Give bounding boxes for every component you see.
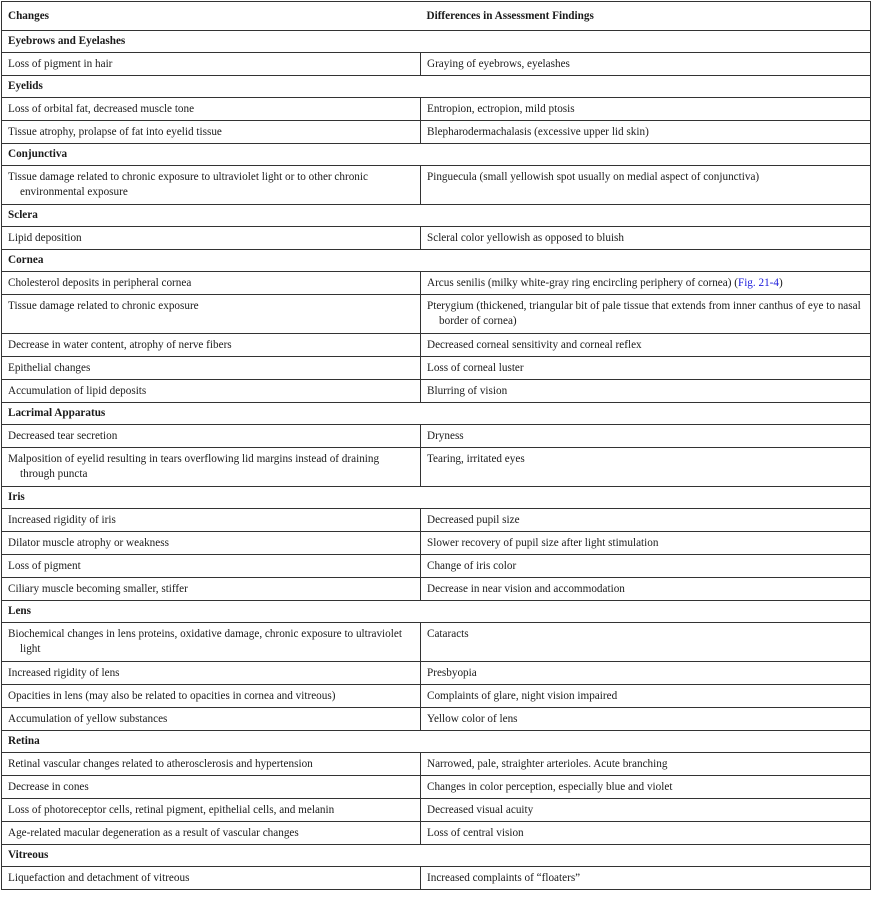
- change-text: Loss of orbital fat, decreased muscle tone: [8, 103, 195, 115]
- change-cell: [2, 776, 421, 799]
- finding-text: [427, 338, 864, 353]
- change-text: Ciliary muscle becoming smaller, stiffer: [8, 583, 188, 595]
- change-cell: [2, 357, 421, 380]
- change-text: Accumulation of yellow substances: [8, 713, 168, 725]
- change-cell: [2, 753, 421, 776]
- section-row: [2, 76, 871, 98]
- change-text: Retinal vascular changes related to atherosclerosis and hypertension: [8, 758, 313, 770]
- finding-cell: [421, 822, 871, 845]
- change-cell: [2, 272, 421, 295]
- finding-cell: [421, 753, 871, 776]
- finding-cell: [421, 555, 871, 578]
- finding-text-main: Dryness: [427, 430, 464, 442]
- table-row: [2, 357, 871, 380]
- finding-text: [427, 102, 864, 117]
- table-row: [2, 623, 871, 662]
- change-text: Accumulation of lipid deposits: [8, 385, 147, 397]
- finding-text-main: Pinguecula (small yellowish spot usually on medial aspect of conjunctiva): [427, 171, 760, 183]
- change-text: Tissue damage related to chronic exposure to ultraviolet light or to other chronic environmental exposure: [8, 171, 368, 198]
- finding-text: [427, 666, 864, 681]
- change-text: Loss of pigment in hair: [8, 58, 113, 70]
- change-cell: [2, 334, 421, 357]
- finding-cell: [421, 98, 871, 121]
- finding-text-main: Pterygium (thickened, triangular bit of pale tissue that extends from inner canthus of eye to nasal border of cornea): [427, 300, 861, 327]
- table-body: [2, 31, 871, 890]
- finding-text-main: Decreased pupil size: [427, 514, 520, 526]
- finding-text-main: Presbyopia: [427, 667, 477, 679]
- change-cell: [2, 295, 421, 334]
- change-cell: [2, 227, 421, 250]
- table-row: [2, 799, 871, 822]
- finding-cell: [421, 121, 871, 144]
- finding-text: [427, 170, 864, 185]
- change-cell: [2, 799, 421, 822]
- finding-cell: [421, 623, 871, 662]
- finding-text-main: Scleral color yellowish as opposed to bluish: [427, 232, 624, 244]
- table-row: [2, 532, 871, 555]
- section-row: [2, 31, 871, 53]
- finding-cell: [421, 708, 871, 731]
- change-text: Decreased tear secretion: [8, 430, 118, 442]
- change-cell: [2, 532, 421, 555]
- change-cell: [2, 509, 421, 532]
- finding-text-main: Increased complaints of “floaters”: [427, 872, 581, 884]
- table-row: [2, 295, 871, 334]
- finding-cell: [421, 799, 871, 822]
- change-text: Increased rigidity of lens: [8, 667, 120, 679]
- finding-cell: [421, 448, 871, 487]
- finding-text: [427, 712, 864, 727]
- table-row: [2, 867, 871, 890]
- finding-cell: [421, 295, 871, 334]
- table-row: [2, 166, 871, 205]
- finding-text: [427, 803, 864, 818]
- change-text: Epithelial changes: [8, 362, 91, 374]
- table-row: [2, 425, 871, 448]
- table-row: [2, 272, 871, 295]
- section-title: Iris: [2, 487, 871, 509]
- finding-text: [427, 231, 864, 246]
- change-text: Tissue atrophy, prolapse of fat into eyelid tissue: [8, 126, 222, 138]
- table-row: [2, 380, 871, 403]
- change-cell: [2, 53, 421, 76]
- change-cell: [2, 380, 421, 403]
- table-row: [2, 53, 871, 76]
- change-text: Age-related macular degeneration as a result of vascular changes: [8, 827, 299, 839]
- table-row: [2, 334, 871, 357]
- finding-text-main: Decreased visual acuity: [427, 804, 534, 816]
- finding-cell: [421, 334, 871, 357]
- table-row: [2, 685, 871, 708]
- change-cell: [2, 867, 421, 890]
- finding-text-main: Decreased corneal sensitivity and corneal reflex: [427, 339, 642, 351]
- section-row: [2, 845, 871, 867]
- table-row: [2, 822, 871, 845]
- finding-text: [427, 826, 864, 841]
- section-row: [2, 403, 871, 425]
- section-row: [2, 487, 871, 509]
- finding-cell: [421, 532, 871, 555]
- change-cell: [2, 448, 421, 487]
- change-text: Decrease in water content, atrophy of nerve fibers: [8, 339, 232, 351]
- table-row: [2, 708, 871, 731]
- finding-text: [427, 871, 864, 886]
- table-row: [2, 227, 871, 250]
- table-row: [2, 448, 871, 487]
- section-title: Vitreous: [2, 845, 871, 867]
- finding-text-main: Slower recovery of pupil size after light stimulation: [427, 537, 659, 549]
- section-row: [2, 731, 871, 753]
- finding-text-main: Narrowed, pale, straighter arterioles. Acute branching: [427, 758, 668, 770]
- section-title: Sclera: [2, 205, 871, 227]
- finding-text-suffix: ): [779, 277, 783, 289]
- header-row: [2, 2, 871, 31]
- change-cell: [2, 822, 421, 845]
- finding-text-main: Complaints of glare, night vision impaired: [427, 690, 618, 702]
- table-row: [2, 776, 871, 799]
- finding-text: [427, 513, 864, 528]
- change-cell: [2, 685, 421, 708]
- section-title: Lens: [2, 601, 871, 623]
- column-header-findings: Differences in Assessment Findings: [421, 2, 871, 31]
- table-row: [2, 509, 871, 532]
- section-title: Eyebrows and Eyelashes: [2, 31, 871, 53]
- finding-text-main: Blepharodermachalasis (excessive upper lid skin): [427, 126, 649, 138]
- finding-text: [427, 559, 864, 574]
- finding-cell: [421, 380, 871, 403]
- section-row: [2, 601, 871, 623]
- table-row: [2, 578, 871, 601]
- table-row: [2, 555, 871, 578]
- change-cell: [2, 555, 421, 578]
- finding-cell: [421, 578, 871, 601]
- change-cell: [2, 623, 421, 662]
- finding-cell: [421, 166, 871, 205]
- finding-text-main: Decrease in near vision and accommodation: [427, 583, 625, 595]
- change-cell: [2, 425, 421, 448]
- finding-cell: [421, 662, 871, 685]
- finding-text: [427, 125, 864, 140]
- finding-cell: [421, 53, 871, 76]
- change-cell: [2, 98, 421, 121]
- change-text: Loss of pigment: [8, 560, 81, 572]
- finding-cell: [421, 425, 871, 448]
- finding-text-main: Changes in color perception, especially blue and violet: [427, 781, 673, 793]
- section-row: [2, 250, 871, 272]
- finding-text: [427, 757, 864, 772]
- finding-text-main: Blurring of vision: [427, 385, 508, 397]
- figure-reference-link[interactable]: Fig. 21-4: [737, 277, 779, 289]
- table-row: [2, 753, 871, 776]
- change-cell: [2, 708, 421, 731]
- finding-text: [427, 689, 864, 704]
- finding-text-main: Graying of eyebrows, eyelashes: [427, 58, 570, 70]
- finding-text: [427, 429, 864, 444]
- finding-text: [427, 627, 864, 642]
- finding-text-main: Loss of central vision: [427, 827, 524, 839]
- section-title: Conjunctiva: [2, 144, 871, 166]
- finding-text: [427, 384, 864, 399]
- change-text: Opacities in lens (may also be related to opacities in cornea and vitreous): [8, 690, 336, 702]
- finding-text: [427, 57, 864, 72]
- change-text: Dilator muscle atrophy or weakness: [8, 537, 169, 549]
- table-row: [2, 121, 871, 144]
- change-text: Decrease in cones: [8, 781, 89, 793]
- change-text: Loss of photoreceptor cells, retinal pigment, epithelial cells, and melanin: [8, 804, 335, 816]
- age-related-eye-changes-table: [1, 1, 871, 890]
- change-cell: [2, 121, 421, 144]
- finding-cell: [421, 509, 871, 532]
- finding-text-main: Loss of corneal luster: [427, 362, 524, 374]
- finding-text-main: Entropion, ectropion, mild ptosis: [427, 103, 575, 115]
- change-cell: [2, 578, 421, 601]
- change-text: Tissue damage related to chronic exposure: [8, 300, 199, 312]
- column-header-changes: Changes: [2, 2, 421, 31]
- change-text: Biochemical changes in lens proteins, oxidative damage, chronic exposure to ultraviolet light: [8, 628, 402, 655]
- change-text: Increased rigidity of iris: [8, 514, 116, 526]
- finding-text-main: Yellow color of lens: [427, 713, 518, 725]
- finding-cell: [421, 357, 871, 380]
- change-text: Cholesterol deposits in peripheral cornea: [8, 277, 192, 289]
- change-text: Liquefaction and detachment of vitreous: [8, 872, 190, 884]
- finding-text: [427, 276, 864, 291]
- change-cell: [2, 166, 421, 205]
- finding-text: [427, 536, 864, 551]
- change-text: Lipid deposition: [8, 232, 82, 244]
- section-row: [2, 205, 871, 227]
- finding-text: [427, 780, 864, 795]
- section-title: Retina: [2, 731, 871, 753]
- section-title: Lacrimal Apparatus: [2, 403, 871, 425]
- finding-text-main: Tearing, irritated eyes: [427, 453, 525, 465]
- finding-cell: [421, 685, 871, 708]
- finding-text-main: Change of iris color: [427, 560, 517, 572]
- finding-text: [427, 582, 864, 597]
- section-title: Eyelids: [2, 76, 871, 98]
- finding-text: [427, 452, 864, 467]
- finding-text-main: Arcus senilis (milky white-gray ring encircling periphery of cornea) (: [427, 277, 738, 289]
- change-text: Malposition of eyelid resulting in tears overflowing lid margins instead of draining through puncta: [8, 453, 380, 480]
- table-row: [2, 662, 871, 685]
- finding-text: [427, 299, 864, 329]
- change-cell: [2, 662, 421, 685]
- finding-cell: [421, 272, 871, 295]
- section-title: Cornea: [2, 250, 871, 272]
- finding-text: [427, 361, 864, 376]
- finding-cell: [421, 776, 871, 799]
- section-row: [2, 144, 871, 166]
- table-row: [2, 98, 871, 121]
- finding-text-main: Cataracts: [427, 628, 469, 640]
- finding-cell: [421, 867, 871, 890]
- finding-cell: [421, 227, 871, 250]
